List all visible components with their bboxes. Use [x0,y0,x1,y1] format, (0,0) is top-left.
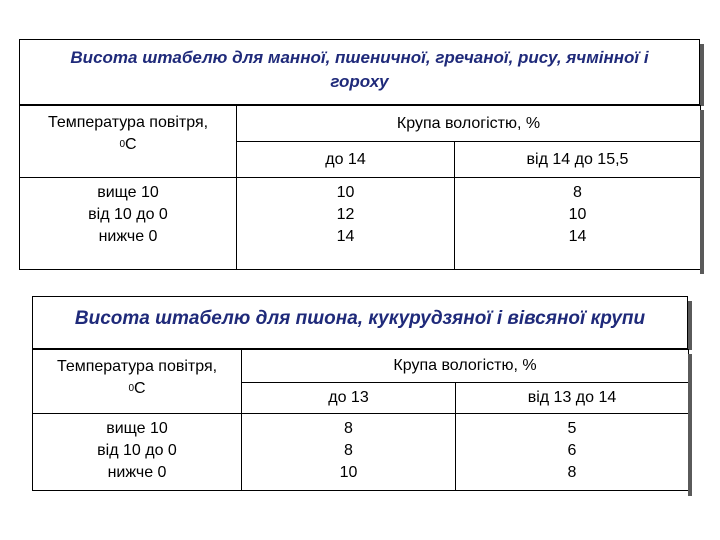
table1-temp-cell [20,178,237,270]
table2-temp-degree: 0 [128,383,134,394]
table1-col1-cell [237,178,455,270]
table2-temp-header-line1: Температура повітря, [56,358,218,375]
table2-title-shadow [688,301,692,350]
table-row-value: 8 [344,442,353,459]
table1-moisture-header: Крупа вологістю, % [237,106,701,142]
table-row-temp: вище 10 [97,184,159,201]
table2-title [32,296,688,349]
table-row-value: 5 [567,420,577,437]
table-row-value: 14 [568,228,587,245]
table2-moisture-header: Крупа вологістю, % [242,350,689,383]
table-row-value: 10 [339,464,358,481]
table2-temp-header [33,350,242,414]
table-row-temp: вище 10 [106,420,168,437]
table1-temp-header [20,106,237,178]
table2-col2-cell [456,414,689,491]
table2-title-text: Висота штабелю для пшона, кукурудзяної і вівсяної крупи [74,308,646,329]
table1-col2-cell [455,178,701,270]
table-row-value: 8 [573,184,582,201]
table1-col2-header: від 14 до 15,5 [455,142,701,178]
table2-temp-unit: С [134,380,146,397]
table-row-temp: від 10 до 0 [97,442,177,459]
table1-temp-header-line1: Температура повітря, [47,114,209,131]
table-row-value: 10 [568,206,587,223]
table1-title-shadow [700,44,704,106]
table-row-temp: нижче 0 [107,464,167,481]
table2-temp-cell [33,414,242,491]
table1-title-line1: Висота штабелю для манної, пшеничної, гречаної, рису, ячмінної і [70,48,649,67]
table2-shadow [688,354,692,496]
table2-col1-cell [242,414,456,491]
table1 [19,105,701,270]
table1-temp-unit: С [125,136,137,153]
table1-temp-degree: 0 [119,139,125,150]
table-row-temp: нижче 0 [98,228,158,245]
table-row-value: 10 [336,184,355,201]
table2-col2-header: від 13 до 14 [456,383,689,414]
table1-shadow [700,110,704,274]
table2-col1-header: до 13 [242,383,456,414]
table-row-value: 8 [567,464,577,481]
table1-title-line2: гороху [330,72,389,91]
table-row-value: 12 [336,206,355,223]
table-row-value: 8 [344,420,353,437]
table2 [32,349,689,491]
table-row-value: 14 [336,228,355,245]
table1-col1-header: до 14 [237,142,455,178]
table1-title [19,39,700,105]
table-row-value: 6 [567,442,577,459]
table-row-temp: від 10 до 0 [88,206,168,223]
